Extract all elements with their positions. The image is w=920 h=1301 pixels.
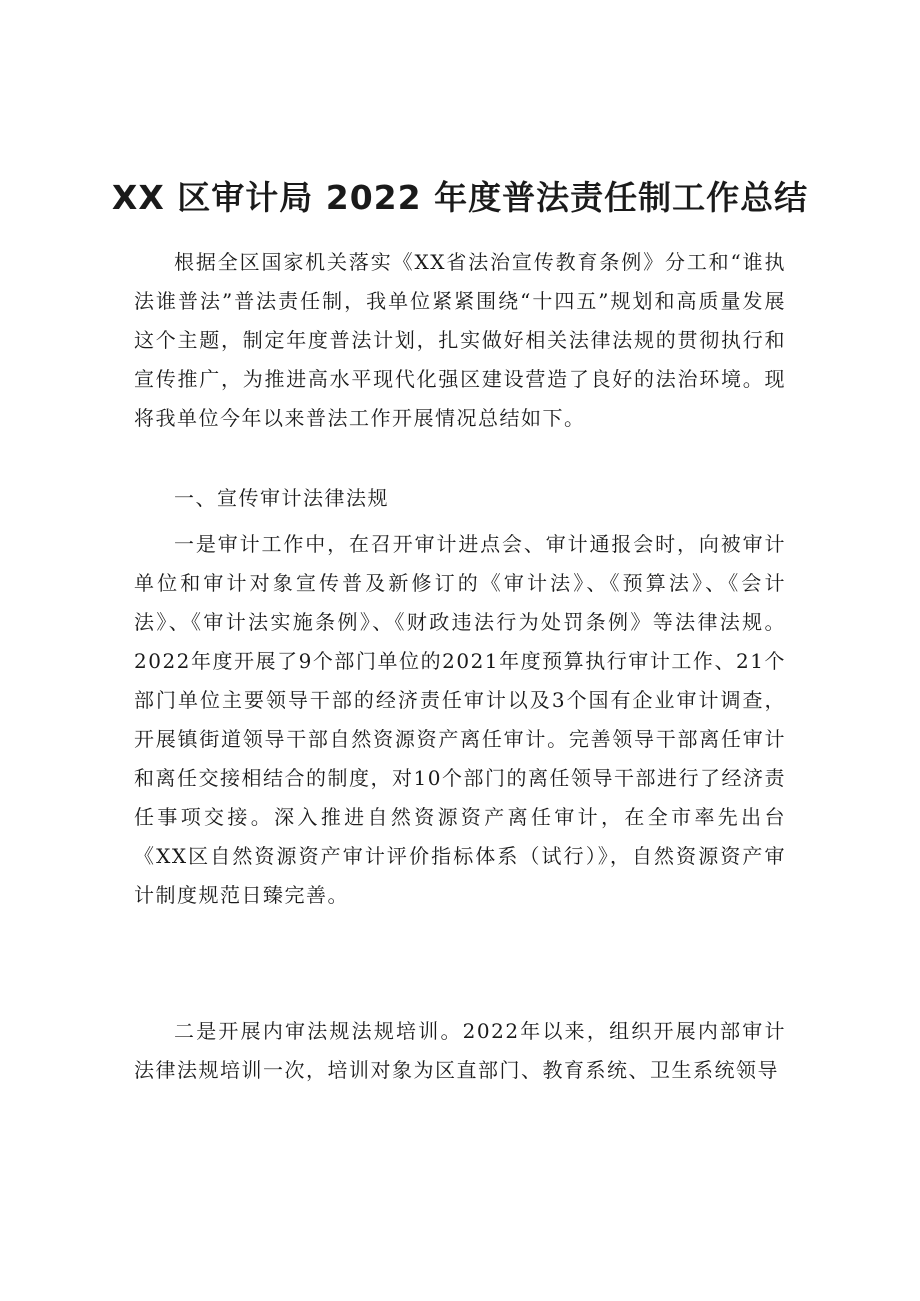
section-heading: 一、宣传审计法律法规 (174, 486, 389, 510)
section-paragraph-point-two: 二是开展内审法规法规培训。2022年以来，组织开展内部审计法律法规培训一次，培训对象为区直部门、教育系统、卫生系统领导 (134, 1019, 786, 1082)
document-title: XX 区审计局 2022 年度普法责任制工作总结 (111, 178, 809, 217)
intro-paragraph: 根据全区国家机关落实《XX省法治宣传教育条例》分工和“谁执法谁普法”普法责任制，我单位紧紧围绕“十四五”规划和高质量发展这个主题，制定年度普法计划，扎实做好相关法律法规的贯彻执行和宣传推广，为推进高水平现代化强区建设营造了良好的法治环境。现将我单位今年以来普法工作开展情况总结如下。 (134, 250, 786, 430)
section-paragraph-point-one: 一是审计工作中，在召开审计进点会、审计通报会时，向被审计单位和审计对象宣传普及新修订的《审计法》、《预算法》、《会计法》、《审计法实施条例》、《财政违法行为处罚条例》等法律法规。2022年度开展了9个部门单位的2021年度预算执行审计工作、21个部门单位主要领导干部的经济责任审计以及3个国有企业审计调查，开展镇街道领导干部自然资源资产离任审计。完善领导干部离任审计和离任交接相结合的制度，对10个部门的离任领导干部进行了经济责任事项交接。深入推进自然资源资产离任审计，在全市率先出台《XX区自然资源资产审计评价指标体系（试行）》，自然资源资产审计制度规范日臻完善。 (134, 532, 786, 907)
